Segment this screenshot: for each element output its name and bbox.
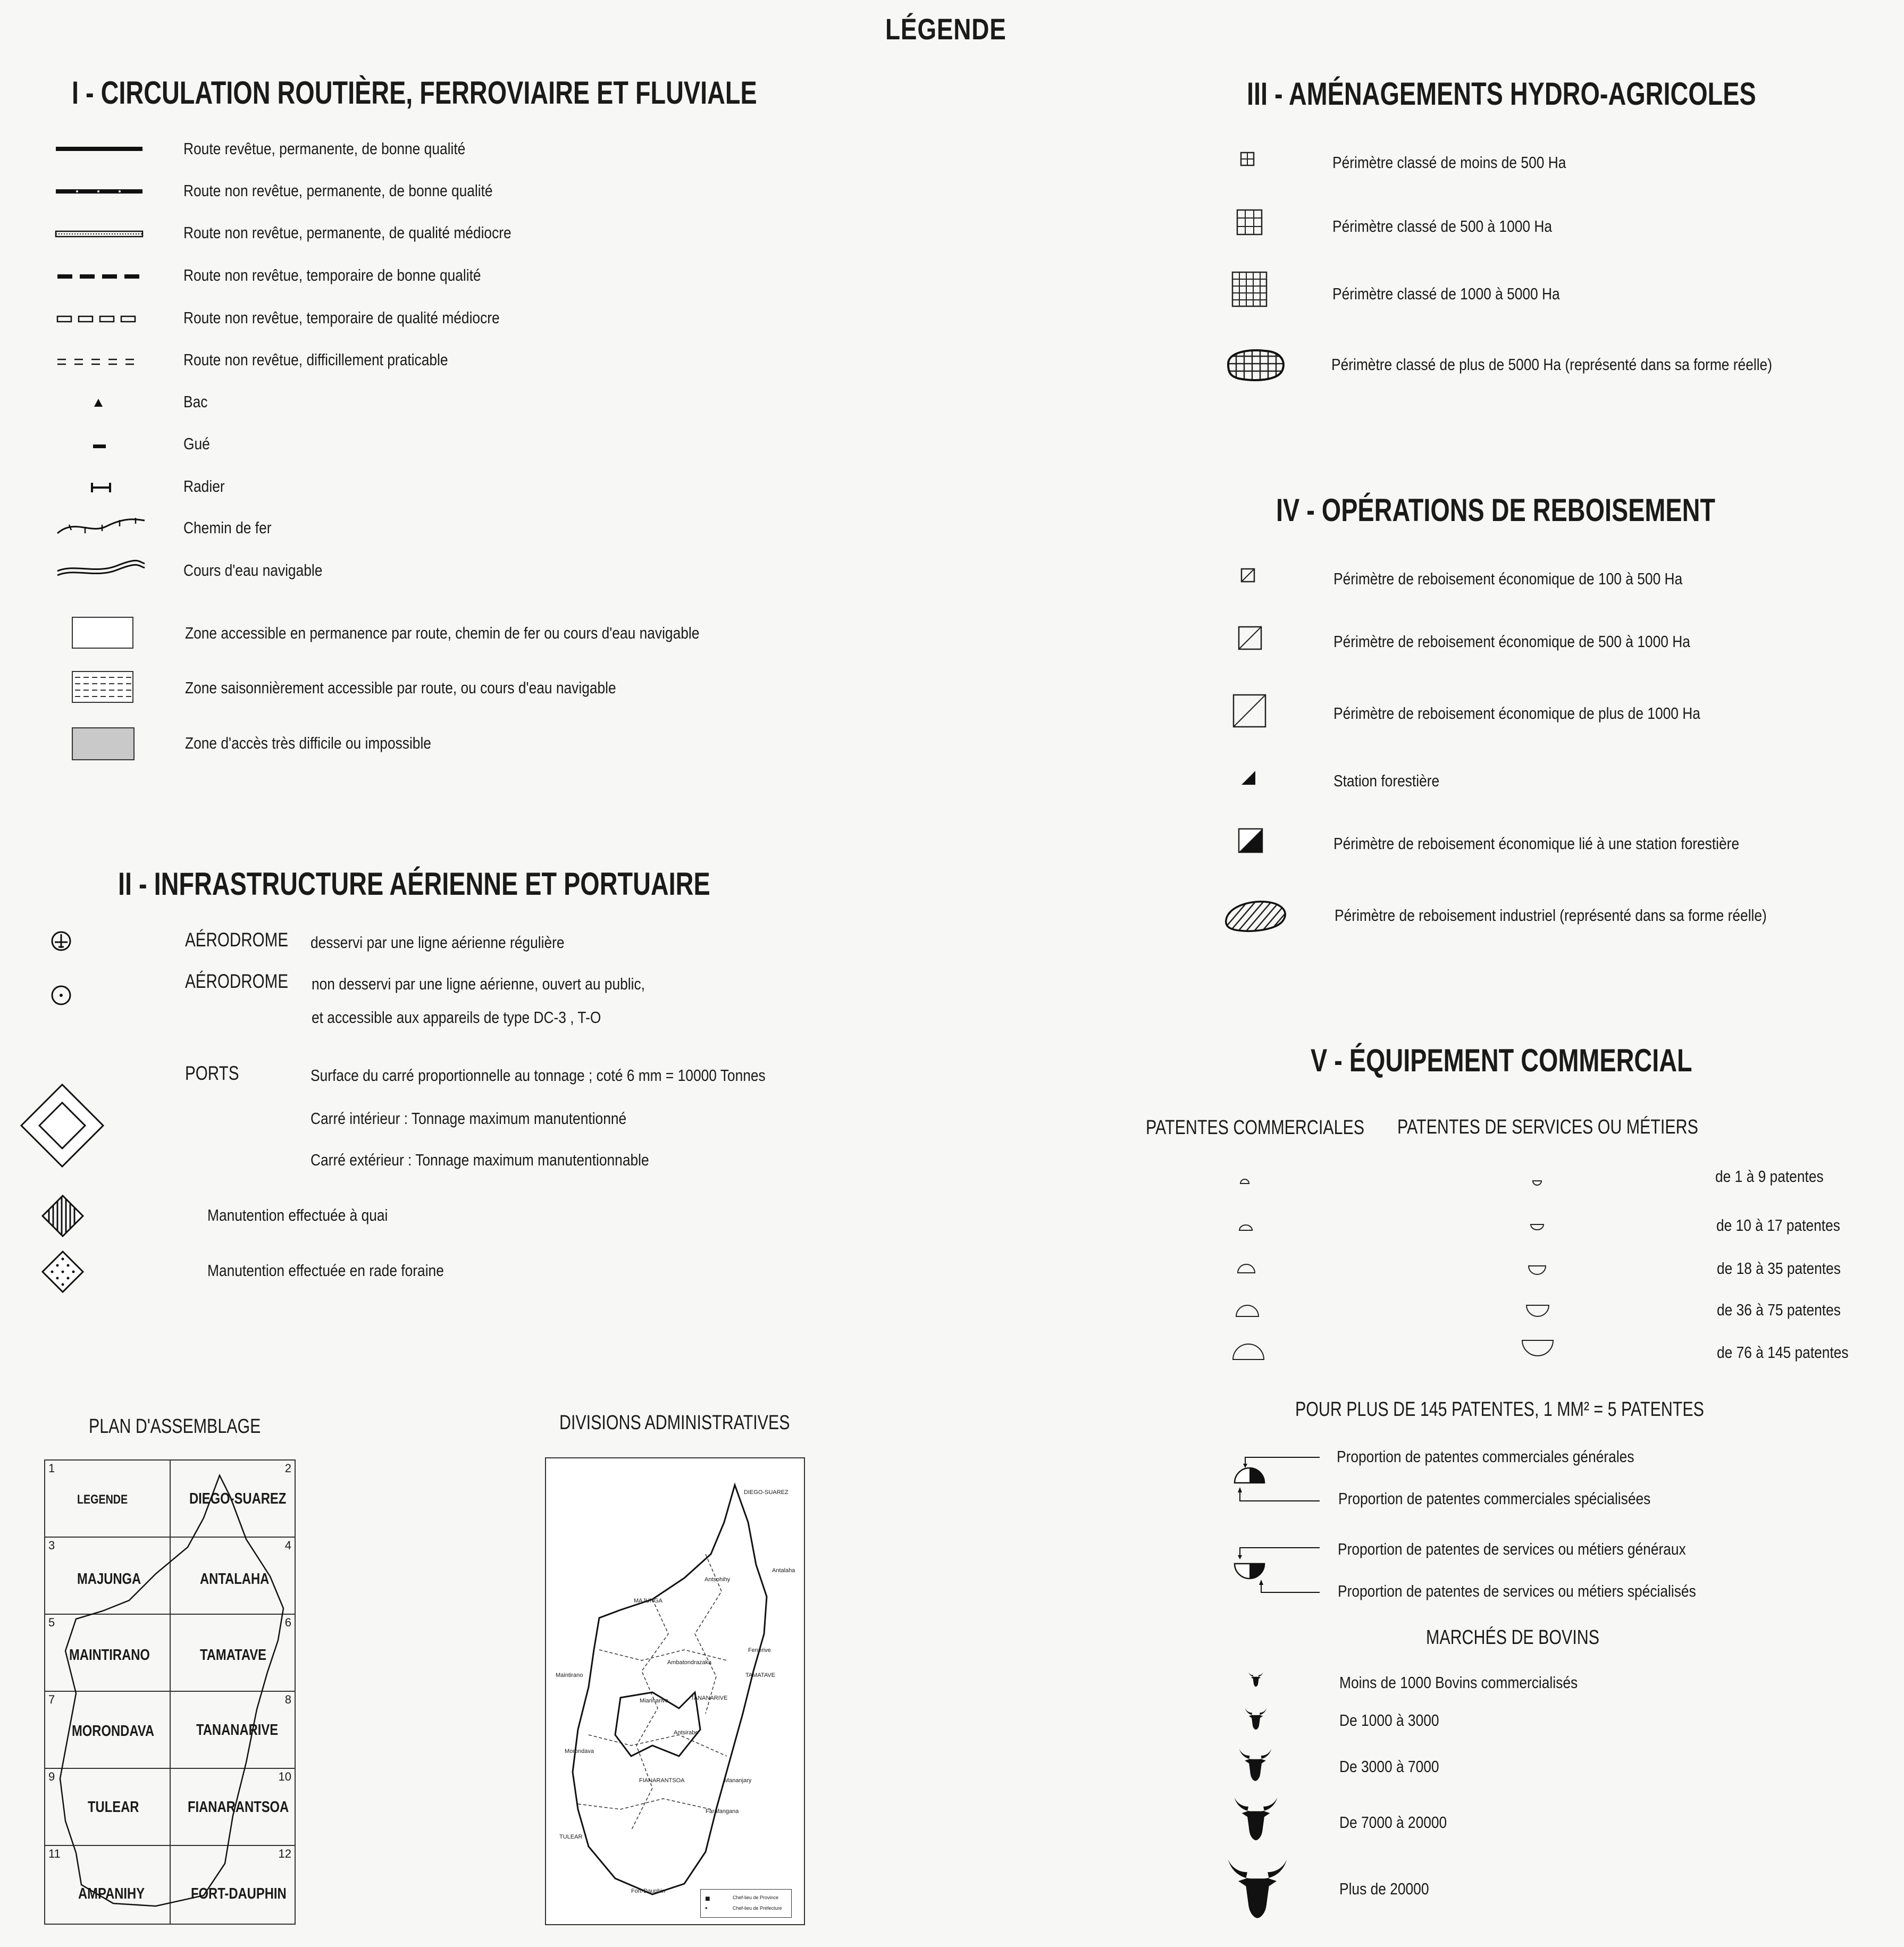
legend-road-5: Route non revêtue, temporaire de qualité médiocre [183, 308, 500, 327]
commercial-size-2-icon [1238, 1223, 1254, 1232]
proportion-1: Proportion de patentes commerciales générales [1337, 1447, 1634, 1466]
sheet-11-num: 11 [48, 1847, 61, 1860]
zone-permanent-swatch [72, 617, 133, 649]
legend-hydro-1: Périmètre classé de moins de 500 Ha [1332, 153, 1566, 172]
place-tananarive: TANANARIVE [691, 1695, 728, 1701]
legend-rebois-1: Périmètre de reboisement économique de 100 à 500 Ha [1333, 569, 1683, 588]
sheet-2-num: 2 [284, 1462, 291, 1475]
services-proportion-diagram [1229, 1539, 1325, 1603]
place-mananjary: Mananjary [724, 1777, 752, 1784]
sheet-4 [170, 1537, 296, 1615]
bull-head-size-2-icon [1244, 1707, 1268, 1730]
aerodrome-2-desc-1: non desservi par une ligne aérienne, ouvert au public, [312, 975, 645, 993]
section-3-heading: III - AMÉNAGEMENTS HYDRO-AGRICOLES [1247, 76, 1756, 112]
legend-road-3: Route non revêtue, permanente, de qualité médiocre [183, 223, 511, 242]
sheet-5-num: 5 [48, 1616, 55, 1629]
ports-desc-2: Carré intérieur : Tonnage maximum manutentionné [311, 1109, 627, 1128]
ferry-icon [93, 398, 104, 408]
sheet-5-name: MAINTIRANO [69, 1647, 150, 1664]
sheet-7 [44, 1691, 171, 1769]
services-size-2-icon [1529, 1223, 1545, 1232]
reboisement-medium-icon [1238, 626, 1263, 651]
perimeter-small-grid-icon [1240, 152, 1256, 167]
sheet-8-name: TANANARIVE [196, 1722, 279, 1739]
place-miarinarivo: Miarinarivo [640, 1698, 668, 1704]
commercial-size-4-icon [1235, 1303, 1261, 1319]
unpaved-permanent-poor-symbol [53, 229, 149, 239]
sheet-1-num: 1 [48, 1462, 55, 1475]
proportion-4: Proportion de patentes de services ou métiers spécialisés [1338, 1582, 1696, 1600]
services-size-3-icon [1527, 1264, 1548, 1277]
sheet-1-name: LEGENDE [77, 1492, 128, 1507]
radier-icon [90, 481, 112, 494]
bovins-5: Plus de 20000 [1339, 1879, 1429, 1898]
sheet-9-name: TULEAR [88, 1799, 139, 1816]
ford-icon [93, 443, 107, 450]
perimeter-real-shape-grid-icon [1223, 346, 1289, 384]
legend-railway: Chemin de fer [183, 518, 272, 537]
legend-hydro-3: Périmètre classé de 1000 à 5000 Ha [1332, 284, 1560, 303]
sheet-6-num: 6 [284, 1616, 291, 1629]
reboisement-industrial-icon [1222, 897, 1291, 935]
unpaved-temporary-good-symbol [53, 271, 149, 282]
divisions-title: DIVISIONS ADMINISTRATIVES [559, 1412, 790, 1434]
bovins-2: De 1000 à 3000 [1339, 1711, 1439, 1730]
aerodrome-1-desc: desservi par une ligne aérienne régulière [311, 933, 565, 952]
aerodrome-public-icon [51, 985, 74, 1008]
zone-seasonal-swatch [72, 671, 136, 704]
col-header-commercial: PATENTES COMMERCIALES [1146, 1117, 1365, 1139]
sheet-11-name: AMPANIHY [78, 1885, 145, 1902]
sheet-4-num: 4 [284, 1539, 291, 1552]
bovins-1: Moins de 1000 Bovins commercialisés [1339, 1673, 1578, 1692]
legend-zone-2: Zone saisonnièrement accessible par route, ou cours d'eau navigable [185, 678, 616, 697]
sheet-11 [44, 1845, 171, 1925]
ports-desc-3: Carré extérieur : Tonnage maximum manutentionnable [311, 1151, 649, 1169]
legend-quai: Manutention effectuée à quai [207, 1206, 388, 1224]
sheet-9 [44, 1768, 171, 1846]
place-diego-suarez: DIEGO-SUAREZ [744, 1489, 789, 1496]
range-2: de 10 à 17 patentes [1716, 1216, 1840, 1235]
legend-rebois-3: Périmètre de reboisement économique de plus de 1000 Ha [1333, 704, 1700, 723]
legend-road-2: Route non revêtue, permanente, de bonne qualité [183, 181, 493, 200]
forest-station-icon [1240, 770, 1257, 787]
place-fort-dauphin: Fort-Dauphin [631, 1888, 666, 1894]
legend-bac: Bac [183, 392, 208, 411]
place-antsirabe: Antsirabe [674, 1730, 699, 1736]
legend-road-4: Route non revêtue, temporaire de bonne qualité [183, 266, 481, 284]
sheet-6-name: TAMATAVE [200, 1647, 267, 1664]
legend-rebois-2: Périmètre de reboisement économique de 500 à 1000 Ha [1333, 632, 1690, 651]
legend-radier: Radier [183, 477, 225, 496]
section-5-heading: V - ÉQUIPEMENT COMMERCIAL [1311, 1043, 1692, 1078]
paved-road-symbol [53, 144, 149, 154]
range-1: de 1 à 9 patentes [1715, 1167, 1824, 1186]
place-fianarantsoa: FIANARANTSOA [639, 1777, 685, 1784]
sheet-1 [44, 1459, 171, 1538]
ports-desc-1: Surface du carré proportionnelle au tonnage ; coté 6 mm = 10000 Tonnes [311, 1066, 766, 1085]
bull-head-size-3-icon [1238, 1747, 1273, 1782]
sheet-10 [170, 1768, 296, 1846]
assemblage-grid [44, 1459, 296, 1925]
place-antalaha: Antalaha [772, 1567, 795, 1574]
commercial-proportion-diagram [1229, 1449, 1325, 1513]
legend-rade: Manutention effectuée en rade foraine [207, 1261, 444, 1280]
divisions-map [545, 1457, 805, 1925]
section-1-heading: I - CIRCULATION ROUTIÈRE, FERROVIAIRE ET FLUVIALE [72, 75, 757, 111]
bull-head-size-5-icon [1226, 1856, 1289, 1922]
bull-head-size-4-icon [1232, 1794, 1280, 1842]
sheet-3 [44, 1537, 171, 1615]
commercial-size-1-icon [1239, 1178, 1252, 1185]
province-marker-icon: ■ [705, 1894, 710, 1903]
prefecture-marker-icon: • [705, 1904, 708, 1912]
proportion-2: Proportion de patentes commerciales spécialisées [1338, 1489, 1651, 1508]
rade-handling-icon [41, 1251, 87, 1296]
services-size-5-icon [1521, 1339, 1556, 1360]
assemblage-title: PLAN D'ASSEMBLAGE [89, 1415, 261, 1438]
legend-river: Cours d'eau navigable [183, 561, 323, 580]
commercial-size-3-icon [1236, 1262, 1257, 1275]
commercial-size-5-icon [1231, 1341, 1266, 1362]
section-4-heading: IV - OPÉRATIONS DE REBOISEMENT [1276, 492, 1716, 528]
range-3: de 18 à 35 patentes [1717, 1259, 1841, 1278]
sheet-4-name: ANTALAHA [200, 1571, 270, 1588]
legend-road-6: Route non revêtue, difficillement praticable [183, 350, 448, 369]
place-maintirano: Maintirano [556, 1672, 583, 1679]
sheet-7-name: MORONDAVA [72, 1723, 155, 1740]
perimeter-medium-grid-icon [1236, 209, 1264, 237]
place-morondava: Morondava [565, 1748, 594, 1755]
aerodrome-regular-icon [51, 930, 74, 954]
col-header-services: PATENTES DE SERVICES OU MÉTIERS [1397, 1116, 1698, 1138]
ports-title: PORTS [185, 1062, 239, 1084]
aerodrome-1-title: AÉRODROME [185, 929, 289, 951]
unpaved-permanent-good-symbol [53, 186, 149, 197]
aerodrome-2-title: AÉRODROME [185, 970, 289, 992]
sheet-8 [170, 1691, 296, 1769]
perimeter-large-grid-icon [1231, 271, 1269, 308]
legend-road-1: Route revêtue, permanente, de bonne qualité [183, 139, 466, 158]
section-2-heading: II - INFRASTRUCTURE AÉRIENNE ET PORTUAIRE [118, 866, 710, 902]
sheet-3-num: 3 [48, 1539, 55, 1552]
madagascar-divisions-outline [546, 1458, 804, 1924]
unpaved-temporary-poor-symbol [53, 314, 149, 324]
sheet-6 [170, 1614, 296, 1692]
sheet-12-num: 12 [278, 1847, 291, 1860]
range-4: de 36 à 75 patentes [1717, 1300, 1841, 1319]
navigable-river-symbol [53, 553, 149, 580]
legend-gue: Gué [183, 434, 210, 453]
bovins-4: De 7000 à 20000 [1339, 1813, 1447, 1832]
legend-prefecture: Chef-lieu de Préfecture [733, 1906, 782, 1911]
place-antsohihy: Antsohihy [704, 1576, 731, 1583]
sheet-10-name: FIANARANTSOA [188, 1799, 289, 1816]
sheet-12 [170, 1845, 296, 1925]
railway-symbol [53, 513, 149, 540]
place-farafangana: Farafangana [706, 1808, 739, 1815]
difficult-road-symbol [53, 356, 149, 368]
sheet-9-num: 9 [48, 1770, 55, 1783]
place-majunga: MAJUNGA [634, 1598, 662, 1604]
services-size-4-icon [1525, 1304, 1551, 1320]
sheet-2 [170, 1459, 296, 1538]
patentes-note: POUR PLUS DE 145 PATENTES, 1 MM² = 5 PATENTES [1295, 1398, 1704, 1421]
bovins-title: MARCHÉS DE BOVINS [1426, 1626, 1600, 1649]
page-title: LÉGENDE [885, 12, 1006, 46]
sheet-8-num: 8 [284, 1693, 291, 1706]
bull-head-size-1-icon [1248, 1671, 1264, 1687]
place-fenerive: Fenerive [748, 1647, 771, 1654]
place-tamatave: TAMATAVE [745, 1672, 776, 1679]
sheet-2-name: DIEGO-SUAREZ [189, 1490, 287, 1507]
legend-zone-1: Zone accessible en permanence par route, chemin de fer ou cours d'eau navigable [185, 624, 700, 642]
sheet-3-name: MAJUNGA [77, 1571, 141, 1588]
services-size-1-icon [1531, 1179, 1544, 1187]
place-ambatondrazaka: Ambatondrazaka [667, 1659, 712, 1666]
proportion-3: Proportion de patentes de services ou métiers généraux [1338, 1540, 1686, 1558]
reboisement-station-linked-icon [1238, 828, 1264, 854]
zone-difficult-swatch [72, 727, 135, 760]
range-5: de 76 à 145 patentes [1717, 1343, 1849, 1362]
port-squares-icon [19, 1082, 109, 1172]
quai-handling-icon [41, 1195, 87, 1240]
aerodrome-2-desc-2: et accessible aux appareils de type DC-3 , T-O [312, 1008, 601, 1027]
place-tulear: TULEAR [559, 1834, 583, 1840]
divisions-map-legend [700, 1889, 792, 1918]
reboisement-large-icon [1232, 694, 1268, 729]
legend-rebois-4: Station forestière [1333, 771, 1440, 790]
legend-hydro-2: Périmètre classé de 500 à 1000 Ha [1332, 217, 1553, 236]
sheet-7-num: 7 [48, 1693, 55, 1706]
legend-rebois-6: Périmètre de reboisement industriel (représenté dans sa forme réelle) [1335, 906, 1767, 925]
sheet-10-num: 10 [278, 1770, 291, 1783]
legend-rebois-5: Périmètre de reboisement économique lié à une station forestière [1333, 834, 1740, 853]
sheet-12-name: FORT-DAUPHIN [191, 1885, 287, 1902]
legend-province: Chef-lieu de Province [733, 1895, 779, 1900]
reboisement-small-icon [1240, 568, 1256, 584]
bovins-3: De 3000 à 7000 [1339, 1757, 1439, 1776]
legend-hydro-4: Périmètre classé de plus de 5000 Ha (représenté dans sa forme réelle) [1331, 355, 1772, 374]
sheet-5 [44, 1614, 171, 1692]
legend-zone-3: Zone d'accès très difficile ou impossible [185, 734, 431, 752]
